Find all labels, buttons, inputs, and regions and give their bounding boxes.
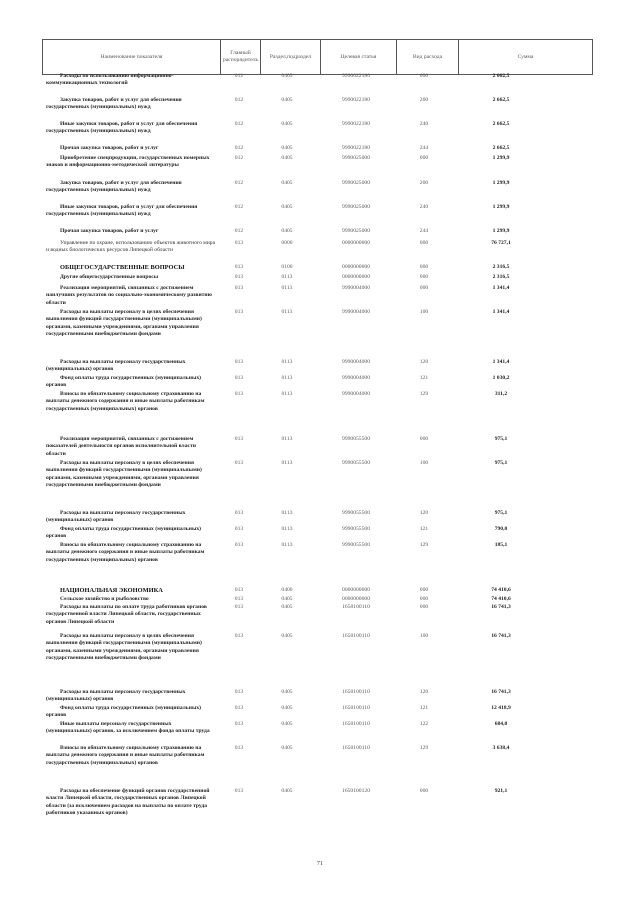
row-expense-code: 000 [419,436,429,442]
row-article-code: 1650100120 [342,788,370,794]
row-manager-code: 012 [234,180,244,186]
row-article-code: 0000000000 [342,274,370,280]
row-sum: 16 741,3 [491,604,511,610]
row-name: Сельское хозяйство и рыболовство [60,596,149,602]
row-article-code: 9990022180 [342,145,370,151]
row-section-code: 0405 [281,155,293,161]
row-sum: 16 741,3 [491,633,511,639]
row-section-code: 0405 [281,633,293,639]
row-section-code: 0405 [281,121,293,127]
row-article-code: 9990055500 [342,542,370,548]
row-manager-code: 012 [234,204,244,210]
row-expense-code: 000 [419,155,429,161]
row-manager-code: 013 [234,788,244,794]
row-name: Фонд оплаты труда государственных (муниципальных) органов [46,705,202,719]
row-article-code: 0000000000 [342,587,370,593]
row-name: Управление по охране, использованию объектов животного мира и водных биологических ресурсов Липецкой области [46,240,216,254]
row-name: Закупка товаров, работ и услуг для обеспечения государственных (муниципальных) нужд [46,180,182,194]
row-sum: 74 410,6 [491,596,511,602]
row-sum: 185,1 [494,542,508,548]
row-section-code: 0113 [281,274,293,280]
row-article-code: 0000000000 [342,264,370,270]
row-section-code: 0113 [281,436,293,442]
row-expense-code: 000 [419,596,429,602]
row-manager-code: 013 [234,375,244,381]
row-sum: 12 418,9 [491,705,511,711]
row-expense-code: 120 [419,510,429,516]
row-name: Взносы по обязательному социальному страхованию на выплаты денежного содержания и иные выплаты работникам государственных (муниципальных) органов [46,542,205,563]
row-expense-code: 000 [419,788,429,794]
row-article-code: 9990022180 [342,121,370,127]
row-manager-code: 013 [234,526,244,532]
row-manager-code: 013 [234,359,244,365]
row-sum: 76 727,1 [491,240,511,246]
row-sum: 2 316,5 [492,274,510,280]
row-article-code: 9990055500 [342,436,370,442]
row-name: Фонд оплаты труда государственных (муниципальных) органов [46,526,202,540]
row-section-code: 0405 [281,97,293,103]
row-expense-code: 240 [419,204,429,210]
row-manager-code: 013 [234,391,244,397]
row-sum: 975,1 [494,460,508,466]
row-article-code: 9990004000 [342,309,370,315]
row-section-code: 0405 [281,705,293,711]
row-section-code: 0000 [281,240,293,246]
row-article-code: 1650100110 [342,705,370,711]
row-sum: 684,0 [494,721,508,727]
row-expense-code: 121 [419,705,429,711]
row-manager-code: 013 [234,745,244,751]
row-expense-code: 129 [419,745,429,751]
row-name: Прочая закупка товаров, работ и услуг [60,145,159,151]
row-name: Другие общегосударственные вопросы [60,274,159,280]
row-expense-code: 000 [419,240,429,246]
row-sum: 2 662,5 [492,121,510,127]
row-sum: 1 299,9 [492,155,510,161]
row-manager-code: 013 [234,721,244,727]
row-name: Иные закупки товаров, работ и услуг для обеспечения государственных (муниципальных) нужд [46,204,198,218]
row-manager-code: 013 [234,460,244,466]
row-section-code: 0405 [281,745,293,751]
row-expense-code: 200 [419,180,429,186]
row-manager-code: 012 [234,73,244,79]
row-name: Расходы на выплаты персоналу государственных (муниципальных) органов [46,510,186,524]
row-name: Расходы на обеспечение функций органов государственной власти Липецкой области, государственных органов Липецкой области (за исключением расходов на выплаты по оплате труда работников указанных органов) [46,788,210,817]
row-expense-code: 244 [419,228,429,234]
row-article-code: 1650100110 [342,604,370,610]
row-section-code: 0113 [281,542,293,548]
row-manager-code: 012 [234,145,244,151]
header-article: Целевая статья [321,40,397,75]
row-name: ОБЩЕГОСУДАРСТВЕННЫЕ ВОПРОСЫ [60,264,185,271]
row-section-code: 0113 [281,391,293,397]
header-expense: Вид расхода [397,40,459,75]
row-section-code: 0100 [281,264,293,270]
row-sum: 2 662,5 [492,145,510,151]
row-sum: 1 341,4 [492,309,510,315]
header-manager: Главный распорядитель [221,40,261,75]
row-expense-code: 121 [419,526,429,532]
row-article-code: 9990004000 [342,285,370,291]
row-expense-code: 100 [419,633,429,639]
row-name: Закупка товаров, работ и услуг для обеспечения государственных (муниципальных) нужд [46,97,182,111]
row-sum: 921,1 [494,788,508,794]
row-article-code: 9990025000 [342,155,370,161]
row-article-code: 9990055500 [342,526,370,532]
row-sum: 1 299,9 [492,228,510,234]
row-section-code: 0113 [281,375,293,381]
row-manager-code: 013 [234,285,244,291]
row-sum: 975,1 [494,436,508,442]
row-sum: 2 316,5 [492,264,510,270]
row-sum: 16 741,3 [491,689,511,695]
row-manager-code: 013 [234,604,244,610]
row-name: Расходы на выплаты персоналу в целях обеспечения выполнения функций государственными (муниципальными) органами, казенными учреждениями, органами управления государственными внебюджетными фондами [46,633,202,662]
row-manager-code: 012 [234,121,244,127]
row-sum: 1 299,9 [492,180,510,186]
row-section-code: 0113 [281,285,293,291]
row-section-code: 0405 [281,180,293,186]
row-section-code: 0113 [281,460,293,466]
row-sum: 2 662,5 [492,73,510,79]
row-section-code: 0405 [281,604,293,610]
row-name: Расходы на выплаты по оплате труда работников органов государственной власти Липецкой области, государственных органов Липецкой области [46,604,207,625]
row-expense-code: 120 [419,359,429,365]
row-section-code: 0113 [281,526,293,532]
row-name: Взносы по обязательному социальному страхованию на выплаты денежного содержания и иные выплаты работникам государственных (муниципальных) органов [46,745,205,766]
row-sum: 975,1 [494,510,508,516]
row-manager-code: 013 [234,596,244,602]
row-article-code: 1650100110 [342,689,370,695]
row-name: Прочая закупка товаров, работ и услуг [60,228,159,234]
row-sum: 1 341,4 [492,285,510,291]
row-expense-code: 129 [419,542,429,548]
row-expense-code: 240 [419,121,429,127]
row-name: Иные закупки товаров, работ и услуг для обеспечения государственных (муниципальных) нужд [46,121,198,135]
row-article-code: 9990004000 [342,391,370,397]
row-article-code: 1650100110 [342,745,370,751]
row-expense-code: 121 [419,375,429,381]
header-section: Раздел,подраздел [261,40,321,75]
row-manager-code: 013 [234,274,244,280]
row-expense-code: 000 [419,264,429,270]
row-section-code: 0405 [281,145,293,151]
row-section-code: 0113 [281,309,293,315]
row-expense-code: 122 [419,721,429,727]
row-name: Приобретение спецпродукции, государственных номерных знаков и информационно-методической литературы [46,155,210,169]
row-article-code: 9990025000 [342,204,370,210]
row-expense-code: 244 [419,145,429,151]
row-sum: 2 662,5 [492,97,510,103]
row-name: Расходы на выплаты персоналу в целях обеспечения выполнения функций государственными (муниципальными) органами, казенными учреждениями, органами управления государственными внебюджетными фондами [46,309,202,338]
row-article-code: 9990022180 [342,73,370,79]
row-section-code: 0405 [281,788,293,794]
row-expense-code: 100 [419,460,429,466]
row-sum: 1 341,4 [492,359,510,365]
row-section-code: 0405 [281,228,293,234]
row-expense-code: 120 [419,689,429,695]
row-sum: 311,2 [494,391,508,397]
row-section-code: 0405 [281,73,293,79]
page-number: 71 [316,860,324,867]
row-name: Реализация мероприятий, связанных с достижением показателей деятельности органов исполнительной власти области [46,436,196,457]
row-sum: 74 410,6 [491,587,511,593]
row-sum: 1 030,2 [492,375,510,381]
row-sum: 1 299,9 [492,204,510,210]
row-section-code: 0405 [281,204,293,210]
row-section-code: 0405 [281,721,293,727]
row-article-code: 9990004000 [342,359,370,365]
row-article-code: 9990004000 [342,375,370,381]
row-manager-code: 013 [234,309,244,315]
row-article-code: 0000000000 [342,596,370,602]
row-expense-code: 000 [419,73,429,79]
row-article-code: 9990022180 [342,97,370,103]
row-manager-code: 013 [234,264,244,270]
row-section-code: 0405 [281,596,293,602]
row-expense-code: 100 [419,309,429,315]
row-expense-code: 000 [419,587,429,593]
row-section-code: 0400 [281,587,293,593]
row-name: Взносы по обязательному социальному страхованию на выплаты денежного содержания и иные выплаты работникам государственных (муниципальных) органов [46,391,205,412]
row-manager-code: 012 [234,228,244,234]
row-expense-code: 000 [419,285,429,291]
row-article-code: 1650100110 [342,633,370,639]
table-header [42,39,593,75]
row-article-code: 9990025000 [342,228,370,234]
row-article-code: 9990055500 [342,510,370,516]
row-article-code: 0000000000 [342,240,370,246]
row-name: Расходы на выплаты персоналу государственных (муниципальных) органов [46,689,186,703]
row-name: Реализация мероприятий, связанных с достижением наилучших результатов по социально-экономическому развитию области [46,285,212,306]
row-name: Расходы на выплаты персоналу в целях обеспечения выполнения функций государственными (муниципальными) органами, казенными учреждениями, органами управления государственными внебюджетными фондами [46,460,202,489]
row-manager-code: 012 [234,155,244,161]
row-name: Расходы по использованию информационно-коммуникационных технологий [46,73,174,87]
row-section-code: 0113 [281,359,293,365]
row-manager-code: 013 [234,587,244,593]
header-sum: Сумма [459,40,593,75]
row-name: НАЦИОНАЛЬНАЯ ЭКОНОМИКА [60,587,163,594]
row-name: Расходы на выплаты персоналу государственных (муниципальных) органов [46,359,186,373]
row-name: Иные выплаты персоналу государственных (муниципальных) органов, за исключением фонда оплаты труда [46,721,210,735]
row-name: Фонд оплаты труда государственных (муниципальных) органов [46,375,202,389]
row-sum: 790,0 [494,526,508,532]
row-manager-code: 012 [234,97,244,103]
row-manager-code: 013 [234,705,244,711]
row-expense-code: 000 [419,274,429,280]
row-manager-code: 013 [234,240,244,246]
row-manager-code: 013 [234,633,244,639]
row-sum: 3 638,4 [492,745,510,751]
row-section-code: 0113 [281,510,293,516]
row-manager-code: 013 [234,689,244,695]
row-expense-code: 129 [419,391,429,397]
row-article-code: 1650100110 [342,721,370,727]
row-article-code: 9990055500 [342,460,370,466]
row-expense-code: 200 [419,97,429,103]
row-article-code: 9990025000 [342,180,370,186]
row-manager-code: 013 [234,510,244,516]
row-manager-code: 013 [234,542,244,548]
row-expense-code: 000 [419,604,429,610]
row-section-code: 0405 [281,689,293,695]
header-name: Наименование показателя [43,40,221,75]
row-manager-code: 013 [234,436,244,442]
